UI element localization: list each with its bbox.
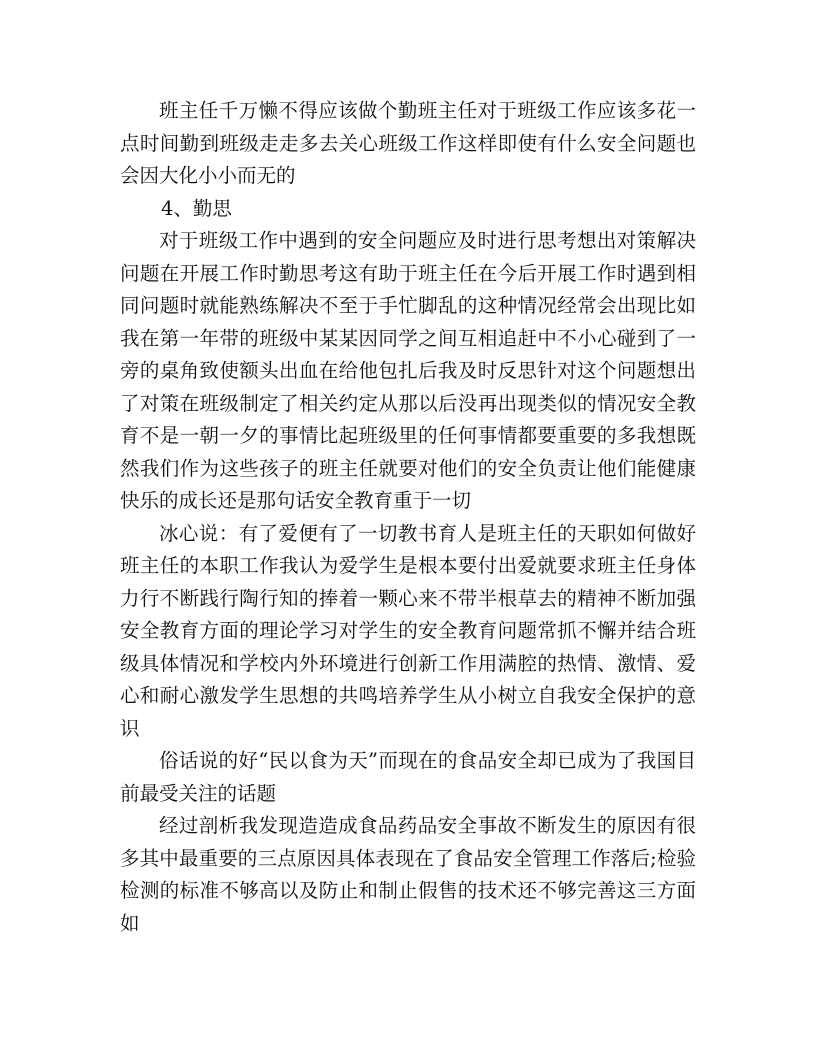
paragraph-2: 对于班级工作中遇到的安全问题应及时进行思考想出对策解决问题在开展工作时勤思考这有助于班主任在今后开展工作时遇到相同问题时就能熟练解决不至于手忙脚乱的这种情况经常会出现比如我在第一年带的班级中某某因同学之间互相追赶中不小心碰到了一旁的桌角致使额头出血在给他包扎后我及时反思针对这个问题想出了对策在班级制定了相关约定从那以后没再出现类似的情况安全教育不是一朝一夕的事情比起班级里的任何事情都要重要的多我想既然我们作为这些孩子的班主任就要对他们的安全负责让他们能健康快乐的成长还是那句话安全教育重于一切 [120,229,696,512]
paragraph-1: 班主任千万懒不得应该做个勤班主任对于班级工作应该多花一点时间勤到班级走走多去关心班级工作这样即使有什么安全问题也会因大化小小而无的 [120,99,696,187]
paragraph-5: 经过剖析我发现造造成食品药品安全事故不断发生的原因有很多其中最重要的三点原因具体表现在了食品安全管理工作落后;检验检测的标准不够高以及防止和制止假售的技术还不够完善这三方面如 [120,814,696,935]
document-body [120,95,696,940]
paragraph-4: 俗话说的好“民以食为天”而现在的食品安全却已成为了我国目前最受关注的话题 [120,749,696,805]
section-heading: 4、勤思 [160,196,232,220]
paragraph-3: 冰心说：有了爱便有了一切教书育人是班主任的天职如何做好班主任的本职工作我认为爱学生是根本要付出爱就要求班主任身体力行不断践行陶行知的捧着一颗心来不带半根草去的精神不断加强安全教育方面的理论学习对学生的安全教育问题常抓不懈并结合班级具体情况和学校内外环境进行创新工作用满腔的热情、激情、爱心和耐心激发学生思想的共鸣培养学生从小树立自我安全保护的意识 [120,521,696,740]
